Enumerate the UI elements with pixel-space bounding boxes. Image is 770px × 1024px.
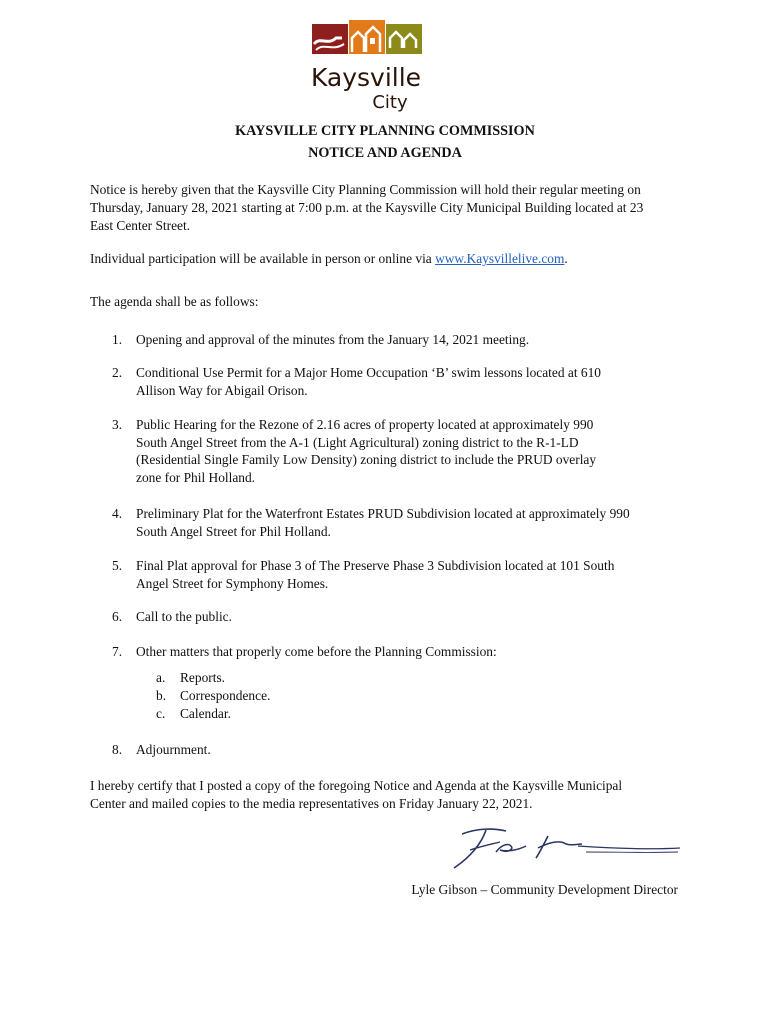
svg-text:Kaysville: Kaysville (310, 63, 422, 92)
sub-item (156, 687, 456, 705)
notice-line-3: East Center Street. (90, 218, 191, 233)
title-line-1: KAYSVILLE CITY PLANNING COMMISSION (235, 123, 535, 139)
agenda-item-text: Opening and approval of the minutes from the January 14, 2021 meeting. (136, 332, 530, 347)
agenda-item (112, 741, 692, 759)
agenda-item-text: Public Hearing for the Rezone of 2.16 acres of property located at approximately 990 (136, 417, 594, 432)
agenda-item-number: 3. (112, 417, 123, 432)
participation-text (90, 250, 690, 268)
certify-line-1: I hereby certify that I posted a copy of the foregoing Notice and Agenda at the Kaysville Municipal (90, 778, 623, 793)
agenda-item-number: 8. (112, 742, 123, 757)
agenda-item (112, 608, 692, 626)
sub-item (156, 669, 456, 687)
svg-text:City: City (372, 92, 408, 113)
agenda-item-text: Other matters that properly come before the Planning Commission: (136, 644, 497, 659)
agenda-intro: The agenda shall be as follows: (90, 294, 259, 309)
sub-item-letter: c. (156, 706, 166, 721)
agenda-item-text: zone for Phil Holland. (136, 469, 256, 485)
sub-item (156, 705, 456, 723)
agenda-item-text: Call to the public. (136, 609, 232, 624)
participation-end: . (564, 251, 568, 266)
agenda-item (112, 505, 692, 540)
agenda-item-number: 4. (112, 506, 123, 521)
agenda-item-number: 1. (112, 332, 123, 347)
agenda-item (112, 364, 692, 399)
sub-item-text: Calendar. (180, 706, 231, 721)
agenda-item-number: 7. (112, 644, 123, 659)
agenda-item (112, 557, 692, 592)
sub-item-letter: b. (156, 688, 167, 703)
agenda-item-text: South Angel Street for Phil Holland. (136, 523, 331, 539)
agenda-item-text: Angel Street for Symphony Homes. (136, 575, 329, 591)
agenda-item (112, 643, 692, 661)
notice-line-1: Notice is hereby given that the Kaysville City Planning Commission will hold their regular meeting on (90, 182, 641, 197)
agenda-item-text: Preliminary Plat for the Waterfront Estates PRUD Subdivision located at approximately 990 (136, 506, 630, 521)
sub-item-letter: a. (156, 670, 166, 685)
title-line-2: NOTICE AND AGENDA (308, 145, 462, 161)
sub-item-text: Reports. (180, 670, 226, 685)
kaysville-city-logo (306, 18, 428, 114)
sub-item-text: Correspondence. (180, 688, 271, 703)
participation-lead: Individual participation will be available in person or online via (90, 251, 436, 266)
notice-line-2: Thursday, January 28, 2021 starting at 7:00 p.m. at the Kaysville City Municipal Building located at 23 (90, 200, 644, 215)
handwritten-signature (448, 822, 688, 874)
agenda-item (112, 416, 692, 486)
agenda-item-text: Final Plat approval for Phase 3 of The Preserve Phase 3 Subdivision located at 101 South (136, 558, 615, 573)
agenda-item-number: 6. (112, 609, 123, 624)
agenda-item-number: 2. (112, 365, 123, 380)
certify-line-2: Center and mailed copies to the media representatives on Friday January 22, 2021. (90, 796, 533, 811)
agenda-item-text: (Residential Single Family Low Density) zoning district to include the PRUD overlay (136, 452, 597, 467)
agenda-item-text: Adjournment. (136, 742, 211, 757)
agenda-item-number: 5. (112, 558, 123, 573)
agenda-item-text: South Angel Street from the A-1 (Light Agricultural) zoning district to the R-1-LD (136, 434, 579, 450)
signer-name: Lyle Gibson – Community Development Director (411, 882, 678, 897)
agenda-item-text: Conditional Use Permit for a Major Home Occupation ‘B’ swim lessons located at 610 (136, 365, 601, 380)
kaysvillelive-link[interactable]: www.Kaysvillelive.com (435, 251, 565, 266)
agenda-item (112, 331, 692, 349)
agenda-item-text: Allison Way for Abigail Orison. (136, 382, 308, 398)
